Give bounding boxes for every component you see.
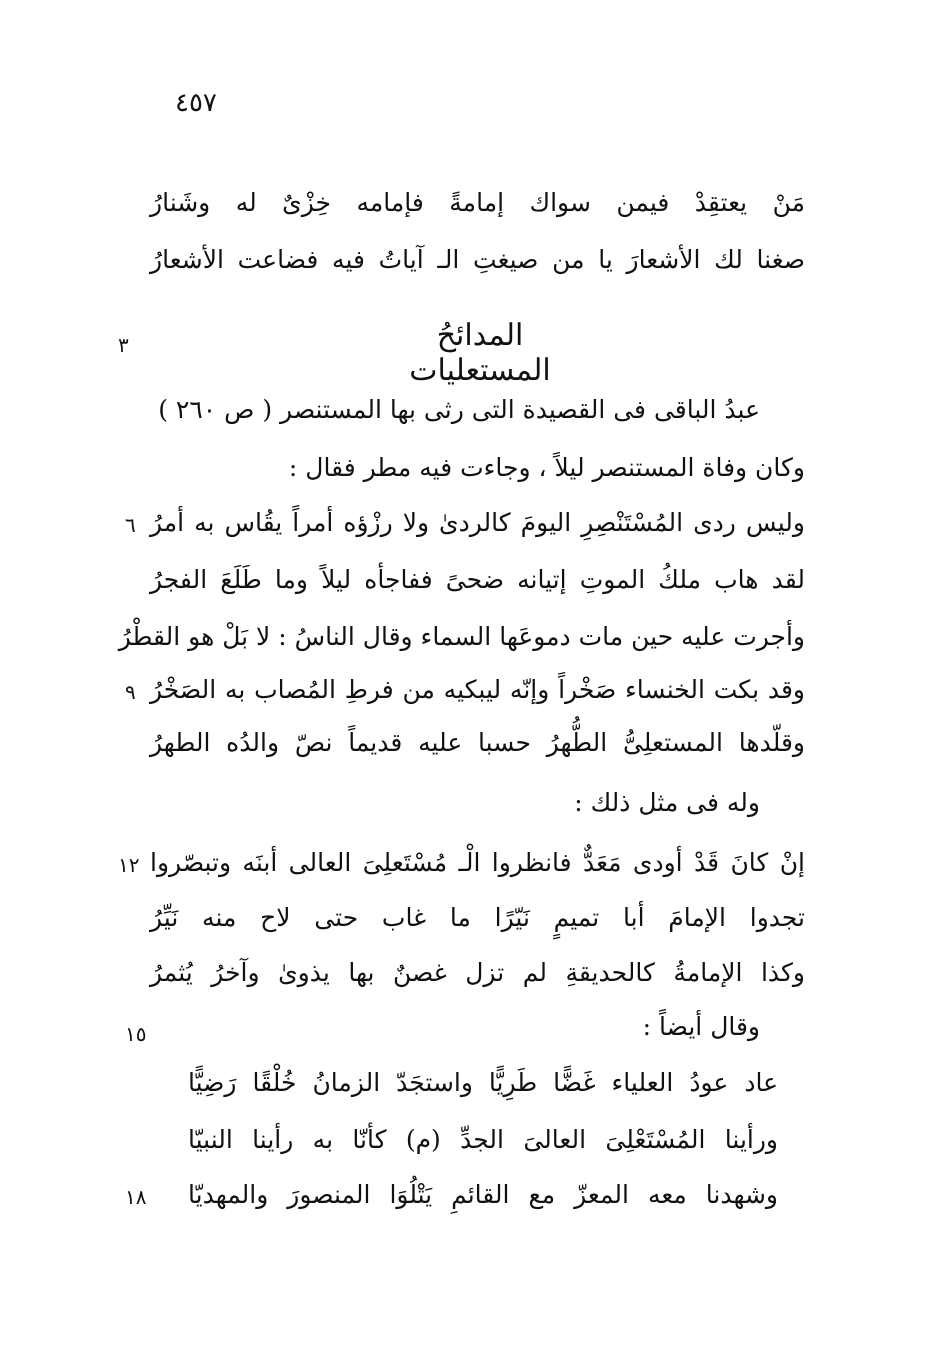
poem-verse: وأجرت عليه حين مات دموعَها السماء وقال الناسُ : لا بَلْ هو القطْرُ [118,622,805,651]
line-number: ١٢ [118,853,140,877]
poem-verse: وشهدنا معه المعزّ مع القائمِ يَتْلُوَا المنصورَ والمهديّا [188,1180,778,1209]
poem-intro: وقال أيضاً : [642,1012,760,1041]
poem-verse: وقد بكت الخنساء صَخْراً وإنّه ليبكيه من فرطِ المُصاب به الصَخْرُ [150,675,805,704]
poem-verse: تجدوا الإمامَ أبا تميمٍ نَيّرًا ما غاب حتى لاح منه نَيِّرُ [150,903,805,932]
poem-verse: لقد هاب ملكُ الموتِ إتيانه ضحىً ففاجأه ليلاً وما طَلَعَ الفجرُ [150,565,805,594]
section-title: المدائحُ المستعليات [409,318,551,388]
poem-verse: وكذا الإمامةُ كالحديقةِ لم تزل غصنٌ بها يذوىٰ وآخرُ يُثمرُ [150,958,806,987]
poem-verse: وقلّدها المستعلِىُّ الطُّهرُ حسبا عليه قديماً نصّ والدُه الطهرُ [150,728,805,757]
poem-verse: عاد عودُ العلياء غَضًّا طَرِيًّا واستجَدّ الزمانُ خُلْقًا رَضِيًّا [188,1068,778,1097]
poem-intro: وله فى مثل ذلك : [574,788,760,817]
intro-verse: صغنا لك الأشعارَ يا من صيغتِ الـ آياتُ فيه فضاعت الأشعارُ [150,245,805,274]
section-marker: ٣ [118,333,129,357]
poem-verse: وليس ردى المُسْتَنْصِرِ اليومَ كالردىٰ ولا رزْؤه أمراً يقُاس به أمرُ [150,508,805,537]
line-number: ١٨ [125,1185,147,1209]
intro-verse: مَنْ يعتقِدْ فيمن سواك إمامةً فإمامه خِزْىٌ له وشَنارُ [150,188,805,217]
line-number: ٩ [125,680,136,704]
intro-text-line: عبدُ الباقى فى القصيدة التى رثى بها المستنصر ( ص ٢٦٠ ) [158,395,760,424]
poem-verse: ورأينا المُسْتَعْلِىَ العالىَ الجدِّ (م) كأنّا به رأينا النبيّا [188,1125,778,1154]
line-number: ٦ [125,513,136,537]
line-number: ١٥ [125,1022,147,1046]
poem-verse: إنْ كانَ قَدْ أودى مَعَدٌّ فانظروا الْـ مُسْتَعلِىَ العالى أبنَه وتبصّروا [150,848,805,877]
intro-text-line: وكان وفاة المستنصر ليلاً ، وجاءت فيه مطر فقال : [288,453,805,482]
page-number: ٤٥٧ [175,88,217,118]
